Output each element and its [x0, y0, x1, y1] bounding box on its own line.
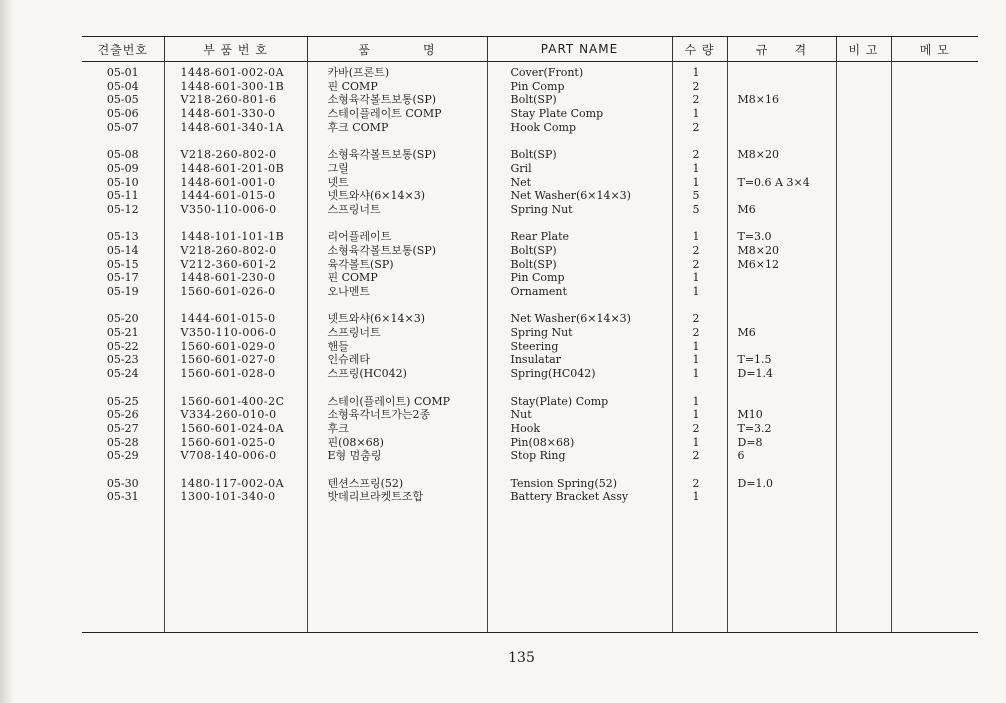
cell-kor-name: 오나멘트	[327, 285, 371, 298]
cell-eng-name: Spring(HC042)	[510, 367, 596, 381]
header-qty: 수 량	[672, 37, 727, 62]
column-memo	[891, 62, 978, 633]
cell-part-no: 1480-117-002-0A	[180, 476, 285, 490]
group-gap	[82, 299, 164, 313]
group-gap	[308, 299, 487, 313]
cell-qty: 5	[692, 202, 700, 216]
column-seq	[82, 62, 164, 633]
group-gap	[673, 217, 727, 231]
cell-kor-name: 넷트와샤(6×14×3)	[327, 189, 426, 203]
cell-qty: 1	[692, 353, 700, 367]
cell-spec: M8×20	[737, 243, 779, 257]
cell-part-no: 1444-601-015-0	[180, 189, 276, 203]
cell-eng-name: Net Washer(6×14×3)	[510, 312, 631, 326]
group-gap	[165, 217, 307, 231]
group-gap	[488, 217, 672, 231]
cell-seq: 05-05	[106, 93, 139, 107]
cell-kor-name: 넷트와샤(6×14×3)	[327, 312, 426, 326]
cell-qty: 1	[692, 66, 700, 79]
header-kor-name: 품 명	[307, 37, 487, 62]
cell-seq: 05-14	[106, 243, 139, 257]
header-part-no: 부 품 번 호	[164, 37, 307, 62]
cell-kor-name: 스프링(HC042)	[327, 367, 407, 381]
cell-eng-name: Net Washer(6×14×3)	[510, 189, 631, 203]
cell-qty: 1	[692, 394, 700, 408]
cell-eng-name: Hook Comp	[510, 120, 577, 134]
cell-spec: M6×12	[737, 257, 779, 271]
cell-seq: 05-12	[106, 202, 139, 216]
cell-seq: 05-01	[106, 66, 139, 79]
cell-seq: 05-19	[106, 285, 139, 298]
cell-eng-name: Cover(Front)	[510, 66, 584, 79]
cell-spec	[728, 107, 836, 121]
cell-spec	[728, 271, 836, 285]
cell-eng-name: Stay(Plate) Comp	[510, 394, 609, 408]
cell-spec	[728, 340, 836, 354]
group-gap	[308, 217, 487, 231]
cell-qty: 1	[692, 271, 700, 285]
cell-eng-name: Bolt(SP)	[510, 93, 557, 107]
cell-seq: 05-08	[106, 148, 139, 162]
cell-seq: 05-28	[106, 435, 139, 449]
cell-eng-name: Hook	[510, 421, 541, 435]
cell-qty: 1	[692, 161, 700, 175]
cell-part-no: 1448-101-101-1B	[180, 230, 285, 244]
cell-seq: 05-23	[106, 353, 139, 367]
column-kor-name	[307, 62, 487, 633]
cell-kor-name: 핸들	[327, 339, 349, 353]
header-spec: 규 격	[727, 37, 836, 62]
cell-qty: 2	[692, 476, 700, 490]
parts-table	[82, 36, 978, 633]
cell-part-no: 1560-601-026-0	[180, 285, 276, 298]
cell-eng-name: Steering	[510, 339, 559, 353]
cell-qty: 2	[692, 421, 700, 435]
cell-part-no: 1448-601-001-0	[180, 175, 276, 189]
cell-kor-name: 넷트	[327, 175, 349, 189]
cell-qty: 1	[692, 435, 700, 449]
group-gap	[165, 299, 307, 313]
cell-part-no: V218-260-802-0	[180, 243, 277, 257]
cell-spec: M8×20	[737, 148, 779, 162]
header-memo: 메 모	[891, 37, 978, 62]
group-gap	[673, 381, 727, 395]
cell-kor-name: 텐션스프링(52)	[327, 476, 404, 490]
cell-part-no: V218-260-802-0	[180, 148, 277, 162]
group-gap	[728, 463, 836, 477]
group-gap	[728, 381, 836, 395]
group-gap	[82, 134, 164, 148]
group-gap	[728, 134, 836, 148]
cell-spec: D=1.4	[737, 367, 774, 381]
header-remark: 비 고	[836, 37, 891, 62]
cell-spec: D=8	[737, 435, 763, 449]
cell-part-no: V350-110-006-0	[180, 202, 277, 216]
column-part-no	[164, 62, 307, 633]
cell-eng-name: Nut	[510, 408, 532, 422]
column-spec	[727, 62, 836, 633]
cell-qty: 2	[692, 243, 700, 257]
cell-eng-name: Net	[510, 175, 532, 189]
cell-kor-name: 소형육각너트가는2종	[327, 408, 431, 422]
header-row	[82, 37, 978, 62]
cell-part-no: V708-140-006-0	[180, 449, 277, 463]
group-gap	[308, 381, 487, 395]
cell-part-no: 1560-601-400-2C	[180, 394, 285, 408]
cell-spec: M8×16	[737, 93, 779, 107]
cell-kor-name: 후크 COMP	[327, 120, 389, 134]
cell-seq: 05-13	[106, 230, 139, 244]
cell-seq: 05-22	[106, 339, 139, 353]
cell-part-no: V334-260-010-0	[180, 408, 277, 422]
cell-eng-name: Bolt(SP)	[510, 257, 557, 271]
cell-kor-name: 그릴	[327, 161, 349, 175]
cell-kor-name: 인슈레타	[327, 353, 371, 367]
column-eng-name	[487, 62, 672, 633]
cell-kor-name: 밧데리브라켓트조합	[327, 490, 424, 504]
cell-qty: 2	[692, 79, 700, 93]
cell-spec: T=0.6 A 3×4	[737, 175, 810, 189]
cell-seq: 05-31	[106, 490, 139, 504]
cell-part-no: 1448-601-002-0A	[180, 66, 285, 79]
cell-kor-name: 핀 COMP	[327, 79, 378, 93]
cell-qty: 1	[692, 339, 700, 353]
cell-kor-name: 핀 COMP	[327, 271, 378, 285]
group-gap	[488, 381, 672, 395]
cell-kor-name: 스프링너트	[327, 326, 381, 340]
group-gap	[488, 463, 672, 477]
cell-qty: 1	[692, 175, 700, 189]
cell-kor-name: 육각볼트(SP)	[327, 257, 394, 271]
cell-part-no: 1448-601-330-0	[180, 107, 276, 121]
cell-part-no: 1560-601-025-0	[180, 435, 276, 449]
cell-spec	[728, 66, 836, 80]
cell-spec	[728, 121, 836, 135]
cell-eng-name: Gril	[510, 161, 532, 175]
cell-eng-name: Stop Ring	[510, 449, 566, 463]
cell-part-no: 1448-601-201-0B	[180, 161, 285, 175]
cell-eng-name: Stay Plate Comp	[510, 107, 604, 121]
cell-qty: 2	[692, 257, 700, 271]
cell-part-no: 1448-601-300-1B	[180, 79, 285, 93]
cell-kor-name: 스테이플레이트 COMP	[327, 107, 442, 121]
cell-eng-name: Tension Spring(52)	[510, 476, 618, 490]
cell-spec	[728, 395, 836, 409]
group-gap	[165, 381, 307, 395]
cell-eng-name: Spring Nut	[510, 326, 573, 340]
cell-part-no: 1560-601-029-0	[180, 339, 276, 353]
cell-spec	[728, 189, 836, 203]
cell-seq: 05-09	[106, 161, 139, 175]
cell-qty: 1	[692, 107, 700, 121]
cell-eng-name: Spring Nut	[510, 202, 573, 216]
group-gap	[728, 217, 836, 231]
cell-qty: 5	[692, 189, 700, 203]
group-gap	[673, 299, 727, 313]
cell-spec	[728, 162, 836, 176]
cell-eng-name: Battery Bracket Assy	[510, 490, 629, 504]
cell-part-no: V350-110-006-0	[180, 326, 277, 340]
cell-qty: 2	[692, 326, 700, 340]
cell-spec: 6	[737, 449, 745, 463]
cell-spec	[728, 490, 836, 504]
cell-spec: T=1.5	[737, 353, 772, 367]
group-gap	[82, 217, 164, 231]
group-gap	[673, 463, 727, 477]
table-body-row	[82, 62, 978, 633]
column-remark	[836, 62, 891, 633]
cell-part-no: 1444-601-015-0	[180, 312, 276, 326]
cell-seq: 05-20	[106, 312, 139, 326]
cell-seq: 05-17	[106, 271, 139, 285]
cell-spec: M10	[737, 408, 763, 422]
page-number-container	[0, 650, 1006, 666]
cell-part-no: 1560-601-024-0A	[180, 421, 285, 435]
cell-kor-name: 스프링너트	[327, 202, 381, 216]
cell-eng-name: Ornament	[510, 285, 567, 298]
cell-part-no: 1560-601-027-0	[180, 353, 276, 367]
group-gap	[488, 134, 672, 148]
cell-eng-name: Pin Comp	[510, 79, 565, 93]
cell-kor-name: 리어플레이트	[327, 230, 392, 244]
cell-qty: 1	[692, 367, 700, 381]
cell-spec	[728, 285, 836, 299]
cell-kor-name: E형 멈춤링	[327, 449, 382, 463]
cell-spec	[728, 312, 836, 326]
cell-kor-name: 소형육각볼트보통(SP)	[327, 93, 437, 107]
cell-seq: 05-07	[106, 120, 139, 134]
cell-part-no: 1448-601-340-1A	[180, 120, 285, 134]
group-gap	[82, 381, 164, 395]
cell-seq: 05-29	[106, 449, 139, 463]
cell-qty: 1	[692, 408, 700, 422]
cell-kor-name: 소형육각볼트보통(SP)	[327, 243, 437, 257]
cell-qty: 1	[692, 285, 700, 298]
cell-qty: 2	[692, 148, 700, 162]
cell-seq: 05-21	[106, 326, 139, 340]
group-gap	[673, 134, 727, 148]
header-eng-name: PART NAME	[487, 37, 672, 62]
group-gap	[165, 134, 307, 148]
cell-qty: 1	[692, 230, 700, 244]
header-seq: 견출번호	[82, 37, 164, 62]
cell-seq: 05-10	[106, 175, 139, 189]
page-number: 135	[508, 650, 535, 666]
cell-part-no: V212-360-601-2	[180, 257, 277, 271]
cell-seq: 05-25	[106, 394, 139, 408]
group-gap	[308, 134, 487, 148]
cell-spec: T=3.0	[737, 230, 772, 244]
cell-eng-name: Bolt(SP)	[510, 243, 557, 257]
cell-seq: 05-27	[106, 421, 139, 435]
cell-kor-name: 소형육각볼트보통(SP)	[327, 148, 437, 162]
cell-kor-name: 스테이(플레이트) COMP	[327, 394, 451, 408]
cell-spec: M6	[737, 202, 756, 216]
group-gap	[488, 299, 672, 313]
cell-seq: 05-06	[106, 107, 139, 121]
cell-seq: 05-11	[106, 189, 139, 203]
cell-part-no: V218-260-801-6	[180, 93, 277, 107]
cell-seq: 05-15	[106, 257, 139, 271]
cell-kor-name: 카바(프론트)	[327, 66, 390, 79]
cell-qty: 2	[692, 312, 700, 326]
cell-spec: M6	[737, 326, 756, 340]
parts-list-sheet	[82, 36, 978, 636]
cell-qty: 2	[692, 120, 700, 134]
cell-seq: 05-24	[106, 367, 139, 381]
column-qty	[672, 62, 727, 633]
cell-spec: T=3.2	[737, 421, 772, 435]
cell-qty: 2	[692, 449, 700, 463]
group-gap	[308, 463, 487, 477]
cell-qty: 2	[692, 93, 700, 107]
cell-seq: 05-04	[106, 79, 139, 93]
cell-qty: 1	[692, 490, 700, 504]
cell-spec	[728, 80, 836, 94]
cell-part-no: 1560-601-028-0	[180, 367, 276, 381]
cell-kor-name: 후크	[327, 421, 349, 435]
cell-eng-name: Insulatar	[510, 353, 561, 367]
cell-eng-name: Pin(08×68)	[510, 435, 575, 449]
group-gap	[728, 299, 836, 313]
cell-part-no: 1448-601-230-0	[180, 271, 276, 285]
cell-part-no: 1300-101-340-0	[180, 490, 276, 504]
cell-eng-name: Pin Comp	[510, 271, 565, 285]
group-gap	[82, 463, 164, 477]
group-gap	[165, 463, 307, 477]
cell-eng-name: Rear Plate	[510, 230, 570, 244]
cell-seq: 05-26	[106, 408, 139, 422]
cell-eng-name: Bolt(SP)	[510, 148, 557, 162]
cell-kor-name: 핀(08×68)	[327, 435, 384, 449]
cell-spec: D=1.0	[737, 476, 774, 490]
page-edge	[0, 0, 14, 703]
cell-seq: 05-30	[106, 476, 139, 490]
